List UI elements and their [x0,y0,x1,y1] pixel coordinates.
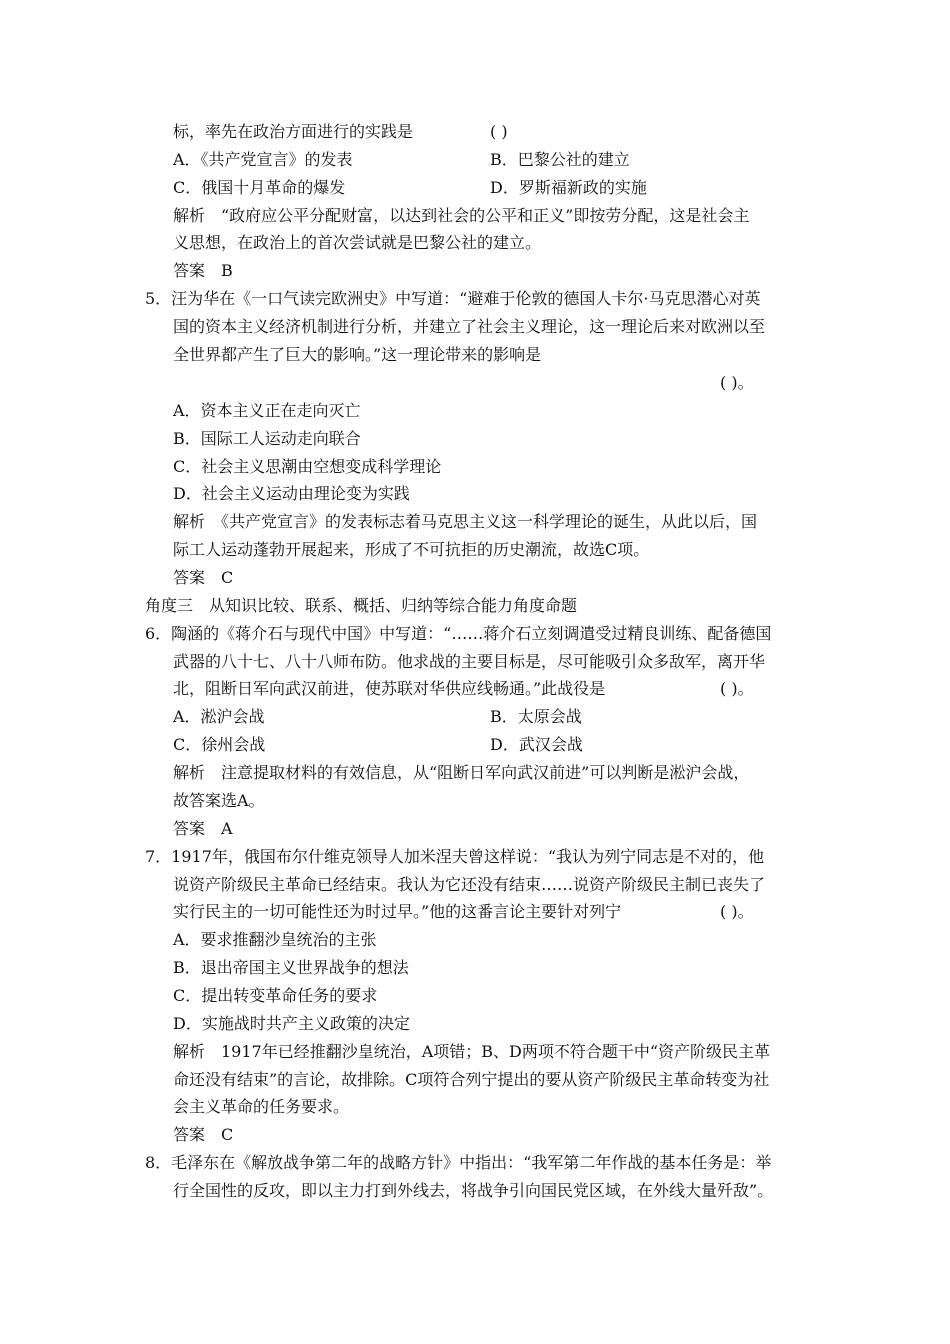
q6-stem-line-2: 武器的八十七、八十八师布防。他求战的主要目标是，尽可能吸引众多敌军，离开华 [173,652,766,671]
q4-analysis-line-1: 解析 “政府应公平分配财富，以达到社会的公平和正义”即按劳分配，这是社会主 [173,206,750,225]
q6-answer-blank: ( )。 [720,679,754,698]
q5-option-b: B．国际工人运动走向联合 [173,429,361,448]
q7-stem-line-1: 7．1917年，俄国布尔什维克领导人加米涅夫曾这样说：“我认为列宁同志是不对的，他 [145,847,765,866]
q4-answer-blank: ( ) [490,122,508,141]
q7-option-b: B．退出帝国主义世界战争的想法 [173,958,409,977]
q4-answer: 答案 B [173,261,233,280]
q4-option-c: C．俄国十月革命的爆发 [173,178,346,197]
q5-analysis-line-2: 际工人运动蓬勃开展起来，形成了不可抗拒的历史潮流，故选C项。 [173,540,650,559]
q6-option-c: C．徐州会战 [173,735,266,754]
q6-option-a: A．淞沪会战 [173,707,265,726]
q6-option-d: D．武汉会战 [490,735,583,754]
q5-answer: 答案 C [173,568,234,587]
q7-stem-line-2: 说资产阶级民主革命已经结束。我认为它还没有结束……说资产阶级民主制已丧失了 [173,875,766,894]
q5-answer-blank: ( )。 [720,373,754,392]
section-heading: 角度三 从知识比较、联系、概括、归纳等综合能力角度命题 [145,596,578,615]
q4-option-d: D．罗斯福新政的实施 [490,178,647,197]
q5-stem-line-3: 全世界都产生了巨大的影响。”这一理论带来的影响是 [173,345,542,364]
q7-answer: 答案 C [173,1125,234,1144]
q5-option-d: D．社会主义运动由理论变为实践 [173,484,410,503]
q5-stem-line-1: 5．汪为华在《一口气读完欧洲史》中写道：“避难于伦敦的德国人卡尔·马克思潜心对英 [145,289,761,308]
q7-analysis-line-2: 命还没有结束”的言论，故排除。C项符合列宁提出的要从资产阶级民主革命转变为社 [173,1070,770,1089]
q4-option-b: B．巴黎公社的建立 [490,150,630,169]
q5-option-a: A．资本主义正在走向灭亡 [173,401,361,420]
q6-answer: 答案 A [173,819,233,838]
q6-stem-line-1: 6．陶涵的《蒋介石与现代中国》中写道：“……蒋介石立刻调遣受过精良训练、配备德国 [145,624,772,643]
q5-analysis-line-1: 解析 《共产党宣言》的发表标志着马克思主义这一科学理论的诞生，从此以后，国 [173,512,758,531]
q8-stem-line-1: 8．毛泽东在《解放战争第二年的战略方针》中指出：“我军第二年作战的基本任务是：举 [145,1153,772,1172]
q7-option-a: A．要求推翻沙皇统治的主张 [173,930,377,949]
q6-analysis-line-1: 解析 注意提取材料的有效信息，从“阻断日军向武汉前进”可以判断是淞沪会战， [173,763,750,782]
q5-stem-line-2: 国的资本主义经济机制进行分析，并建立了社会主义理论，这一理论后来对欧洲以至 [173,317,766,336]
q7-stem-line-3: 实行民主的一切可能性还为时过早。”他的这番言论主要针对列宁 [173,902,622,921]
q5-option-c: C．社会主义思潮由空想变成科学理论 [173,457,442,476]
q7-option-c: C．提出转变革命任务的要求 [173,986,378,1005]
q7-answer-blank: ( )。 [720,902,754,921]
q4-option-a: A．《共产党宣言》的发表 [173,150,353,169]
q7-analysis-line-3: 会主义革命的任务要求。 [173,1097,350,1116]
q4-analysis-line-2: 义思想，在政治上的首次尝试就是巴黎公社的建立。 [173,233,542,252]
q6-option-b: B．太原会战 [490,707,582,726]
q6-stem-line-3: 北，阻断日军向武汉前进，使苏联对华供应线畅通。”此战役是 [173,679,606,698]
q7-option-d: D．实施战时共产主义政策的决定 [173,1014,410,1033]
q4-stem-continuation: 标，率先在政治方面进行的实践是 [173,122,414,141]
q8-stem-line-2: 行全国性的反攻，即以主力打到外线去，将战争引向国民党区域，在外线大量歼敌”。 [173,1181,774,1200]
q7-analysis-line-1: 解析 1917年已经推翻沙皇统治，A项错；B、D两项不符合题干中“资产阶级民主革 [173,1042,771,1061]
q6-analysis-line-2: 故答案选A。 [173,791,265,810]
